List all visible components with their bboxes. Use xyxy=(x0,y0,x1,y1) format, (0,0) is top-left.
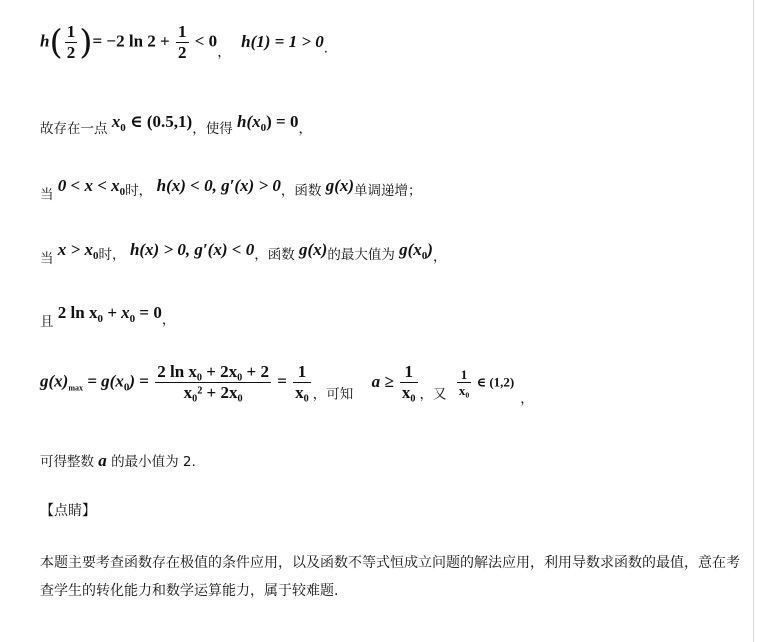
left-paren: ( xyxy=(49,22,63,63)
h-symbol: h xyxy=(40,31,50,51)
line-h-half: h( $\frac{1}{2}$ )= −2 ln 2 + $\frac{1}{2}$ < 0， h(1) = 1 > 0. xyxy=(40,22,329,63)
one-over-x0-fraction: $\frac{1}{\text{x₀}}$ xyxy=(295,362,309,402)
fraction-one-half: $\frac{1}{2}$ xyxy=(66,22,76,62)
line-gmax: $g(x)_{max} = g(x_0)$ = $\frac{\text{2 ln x₀ + 2x₀ + 2}}{\text{x₀² + 2x₀}}$ = $\frac{1}{\text{x₀}}$ ，可知 a ≥ $\frac{1}{\text{x₀}}$ ，又 $\frac{1}{\text{x₀}}$ ∈ (1,2)， xyxy=(40,362,534,407)
line-exists-x0: 故存在一点 $x_0$ ∈ (0.5,1)，使得 $h(x_0) = 0$， xyxy=(40,112,312,137)
line-increasing: 当 $0 < x < x_0$时， h(x) < 0, g′(x) > 0，函数 g(x)单调递增； xyxy=(40,176,422,203)
summary-paragraph: 本题主要考查函数存在极值的条件应用，以及函数不等式恒成立问题的解法应用，利用导数求函数的最值，意在考查学生的转化能力和数学运算能力，属于较难题. xyxy=(40,555,740,599)
gmax-fraction: $\frac{\text{2 ln x₀ + 2x₀ + 2}}{\text{x₀² + 2x₀}}$ xyxy=(157,362,269,402)
line-condition-x0: 且 2 $\ln x_0 + x_0 = 0$， xyxy=(40,303,176,330)
range-fraction: $\frac{1}{\text{x₀}}$ xyxy=(458,367,470,398)
fraction-one-half-2: $\frac{1}{2}$ xyxy=(178,22,187,62)
line-maximum: 当 $x > x_0$时， h(x) > 0, g′(x) < 0，函数 g(x)的最大值为 $g(x_0)$， xyxy=(40,240,447,267)
h1-expr: h(1) = 1 > 0 xyxy=(241,31,324,51)
a-bound-fraction: $\frac{1}{\text{x₀}}$ xyxy=(401,362,416,402)
section-heading: 【点睛】 xyxy=(40,503,96,519)
line-min-integer: 可得整数 a 的最小值为 2. xyxy=(40,451,196,470)
right-paren: ) xyxy=(79,22,93,63)
right-border xyxy=(753,0,754,642)
h-half-value: = −2 ln 2 + xyxy=(92,31,174,51)
